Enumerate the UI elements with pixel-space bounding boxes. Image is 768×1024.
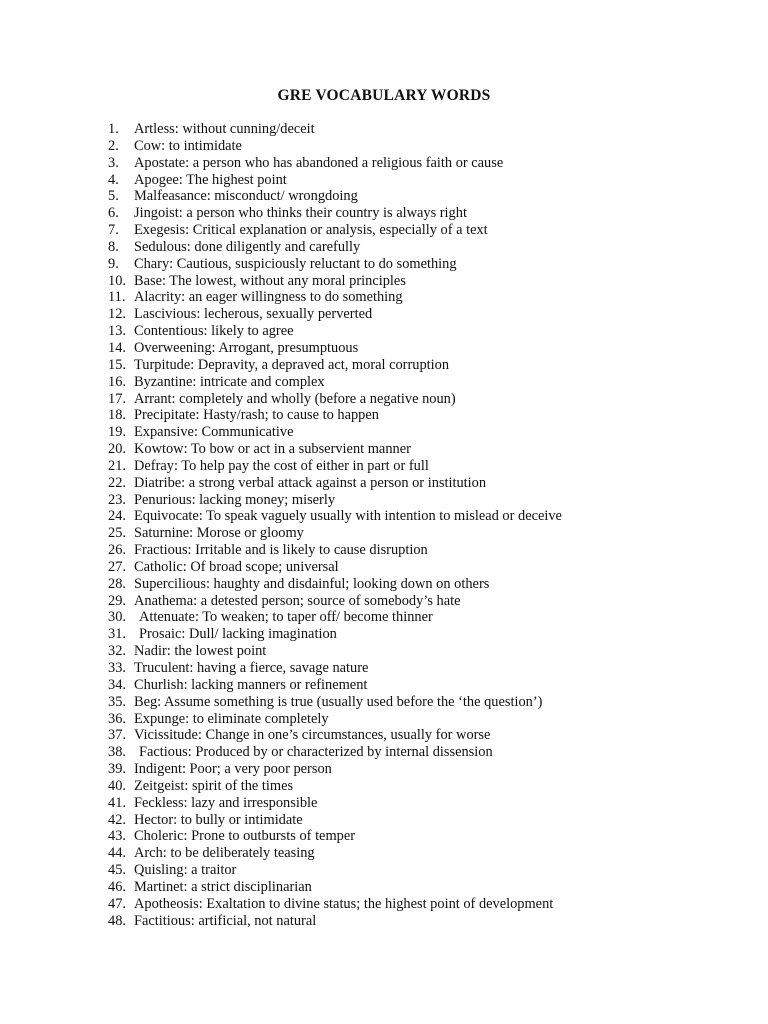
list-item [0,407,768,424]
list-item-number: 43. [108,828,126,845]
list-item [0,458,768,475]
list-item-number: 48. [108,912,126,929]
list-item-definition: Overweening: Arrogant, presumptuous [134,339,359,356]
list-item-number: 19. [108,424,126,441]
list-item-number: 41. [108,794,126,811]
list-item-number: 31. [108,626,126,643]
list-item [0,812,768,829]
list-item-number: 47. [108,895,126,912]
list-item-number: 26. [108,542,126,559]
list-item [0,391,768,408]
list-item [0,711,768,728]
list-item-number: 46. [108,878,126,895]
list-item [0,896,768,913]
list-item-number: 6. [108,205,119,222]
list-item [0,441,768,458]
list-item [0,508,768,525]
list-item [0,374,768,391]
list-item-number: 27. [108,558,126,575]
list-item [0,239,768,256]
list-item-definition: Fractious: Irritable and is likely to cause disruption [134,542,428,559]
list-item-definition: Prosaic: Dull/ lacking imagination [139,626,337,643]
list-item-number: 7. [108,222,119,239]
list-item [0,643,768,660]
list-item [0,424,768,441]
list-item-definition: Base: The lowest, without any moral principles [134,272,406,289]
list-item [0,306,768,323]
list-item-definition: Expunge: to eliminate completely [134,710,329,727]
list-item-number: 18. [108,407,126,424]
list-item-number: 21. [108,457,126,474]
list-item-definition: Factious: Produced by or characterized by internal dissension [139,744,493,761]
list-item [0,593,768,610]
list-item-definition: Indigent: Poor; a very poor person [134,761,332,778]
list-item-number: 10. [108,272,126,289]
list-item-number: 35. [108,693,126,710]
list-item-number: 9. [108,255,119,272]
list-item [0,121,768,138]
list-item [0,273,768,290]
list-item-definition: Truculent: having a fierce, savage nature [134,660,369,676]
list-item-definition: Turpitude: Depravity, a depraved act, moral corruption [134,356,450,373]
list-item-definition: Catholic: Of broad scope; universal [134,558,339,575]
list-item-number: 8. [108,238,119,255]
list-item-definition: Kowtow: To bow or act in a subservient manner [134,441,411,458]
list-item-definition: Attenuate: To weaken; to taper off/ become thinner [139,609,433,626]
list-item [0,694,768,711]
list-item [0,559,768,576]
list-item [0,138,768,155]
list-item-number: 20. [108,441,126,458]
list-item-number: 42. [108,811,126,828]
list-item-number: 34. [108,676,126,693]
list-item [0,576,768,593]
list-item [0,222,768,239]
list-item-number: 44. [108,845,126,862]
list-item-definition: Beg: Assume something is true (usually used before the ‘the question’) [134,693,543,710]
list-item-definition: Saturnine: Morose or gloomy [134,525,304,542]
list-item [0,778,768,795]
list-item-number: 28. [108,575,126,592]
list-item-definition: Churlish: lacking manners or refinement [134,676,368,693]
list-item-number: 40. [108,777,126,794]
list-item [0,340,768,357]
list-item [0,188,768,205]
list-item-number: 15. [108,356,126,373]
list-item [0,761,768,778]
list-item-definition: Zeitgeist: spirit of the times [134,777,294,794]
list-item-number: 2. [108,137,119,154]
list-item [0,660,768,677]
list-item-definition: Apostate: a person who has abandoned a religious faith or cause [134,154,504,171]
list-item [0,913,768,930]
list-item-definition: Vicissitude: Change in one’s circumstances, usually for worse [134,727,491,744]
list-item [0,357,768,374]
document-title: GRE VOCABULARY WORDS [277,87,491,104]
list-item [0,609,768,626]
list-item-definition: Defray: To help pay the cost of either in part or full [134,457,429,474]
list-item-definition: Artless: without cunning/deceit [134,121,315,137]
list-item-number: 4. [108,171,119,188]
list-item [0,677,768,694]
list-item-definition: Chary: Cautious, suspiciously reluctant to do something [134,255,457,272]
list-item-number: 36. [108,710,126,727]
list-item [0,256,768,273]
list-item-number: 17. [108,390,126,407]
list-item-number: 16. [108,373,126,390]
list-item-definition: Malfeasance: misconduct/ wrongdoing [134,188,358,205]
list-item-definition: Supercilious: haughty and disdainful; looking down on others [134,575,490,592]
list-item-definition: Feckless: lazy and irresponsible [134,794,318,811]
list-item-number: 39. [108,761,126,778]
list-item-definition: Contentious: likely to agree [134,323,294,340]
list-item-definition: Precipitate: Hasty/rash; to cause to happen [134,407,379,424]
list-item [0,525,768,542]
list-item-definition: Lascivious: lecherous, sexually perverted [134,306,373,323]
list-item [0,795,768,812]
list-item-number: 14. [108,339,126,356]
list-item-definition: Arch: to be deliberately teasing [134,845,315,862]
list-item [0,542,768,559]
list-item [0,205,768,222]
list-item-number: 22. [108,474,126,491]
list-item-number: 12. [108,306,126,323]
list-item [0,727,768,744]
list-item-definition: Apogee: The highest point [134,171,287,188]
list-item-definition: Martinet: a strict disciplinarian [134,878,312,895]
list-item [0,626,768,643]
list-item-number: 38. [108,744,126,761]
list-item [0,845,768,862]
list-item-number: 23. [108,491,126,508]
list-item-number: 37. [108,727,126,744]
list-item-definition: Cow: to intimidate [134,137,242,154]
list-item-number: 29. [108,592,126,609]
list-item-definition: Penurious: lacking money; miserly [134,491,336,508]
list-item-number: 3. [108,154,119,171]
list-item-definition: Quisling: a traitor [134,862,237,879]
list-item-definition: Choleric: Prone to outbursts of temper [134,828,356,845]
list-item-definition: Anathema: a detested person; source of somebody’s hate [134,592,461,609]
list-item [0,744,768,761]
list-item-number: 32. [108,643,126,660]
list-item-number: 5. [108,188,119,205]
list-item-definition: Expansive: Communicative [134,424,294,441]
list-item-number: 24. [108,508,126,525]
list-item [0,492,768,509]
list-item-definition: Alacrity: an eager willingness to do something [134,289,403,306]
list-item [0,475,768,492]
list-item-number: 25. [108,525,126,542]
list-item [0,155,768,172]
list-item-definition: Factitious: artificial, not natural [134,912,317,929]
list-item-definition: Sedulous: done diligently and carefully [134,238,361,255]
list-item [0,828,768,845]
list-item-definition: Nadir: the lowest point [134,643,267,660]
list-item-number: 1. [108,121,119,137]
list-item-number: 45. [108,862,126,879]
list-item [0,172,768,189]
list-item-definition: Hector: to bully or intimidate [134,811,303,828]
list-item-definition: Arrant: completely and wholly (before a negative noun) [134,390,456,407]
list-item-number: 30. [108,609,126,626]
list-item-definition: Apotheosis: Exaltation to divine status; the highest point of development [134,895,554,912]
list-item-definition: Equivocate: To speak vaguely usually with intention to mislead or deceive [134,508,562,525]
list-item-definition: Exegesis: Critical explanation or analysis, especially of a text [134,222,488,239]
list-item [0,289,768,306]
list-item [0,862,768,879]
list-item-definition: Diatribe: a strong verbal attack against a person or institution [134,474,487,491]
list-item-definition: Byzantine: intricate and complex [134,373,325,390]
list-item-number: 13. [108,323,126,340]
list-item [0,323,768,340]
list-item-definition: Jingoist: a person who thinks their country is always right [134,205,467,222]
list-item-number: 11. [108,289,126,306]
vocabulary-list [0,121,768,930]
list-item-number: 33. [108,660,126,676]
list-item [0,879,768,896]
